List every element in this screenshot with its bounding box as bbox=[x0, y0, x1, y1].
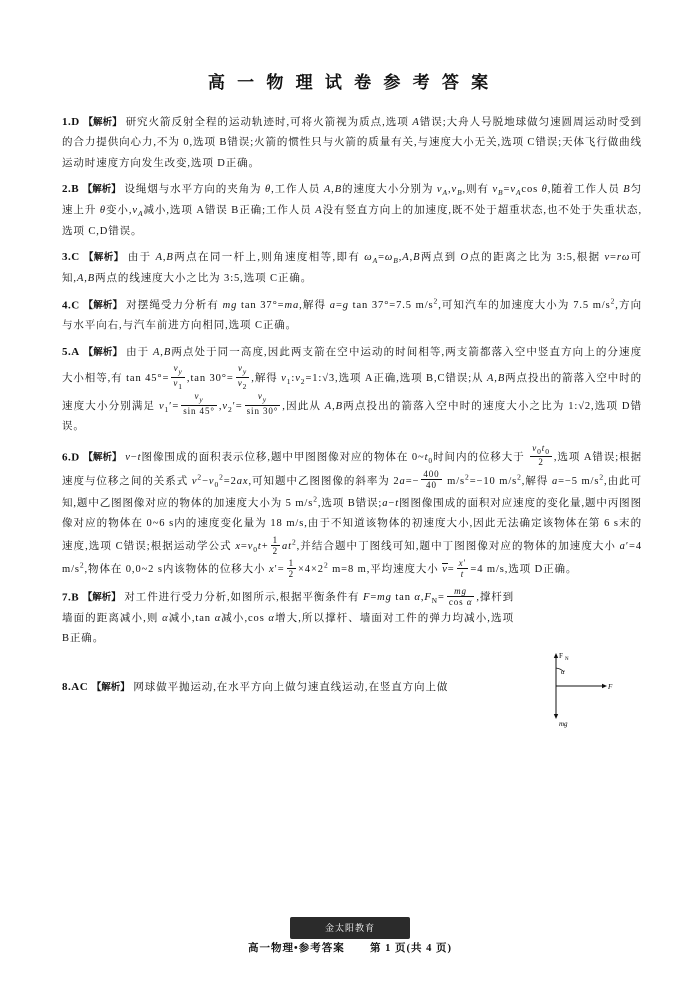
answer-number: 1.D bbox=[62, 116, 80, 128]
page-footer bbox=[0, 940, 700, 955]
analysis-tag: 【解析】 bbox=[83, 301, 123, 311]
answer-number: 7.B bbox=[62, 591, 80, 604]
publisher-logo bbox=[290, 917, 410, 939]
answer-number: 3.C bbox=[62, 251, 80, 264]
answer-number: 2.B bbox=[62, 183, 80, 196]
answer-text: 由于 A,B两点在同一杆上,则角速度相等,即有 $\omega_A=\omega_B,A,B$两点到 O点的距离之比为 3:5,根据 v=rω可知,A,B两点的线速度大小之比为 3:5,选项 C正确。 bbox=[62, 252, 643, 285]
answer-text: v−t图像围成的面积表示位移,题中甲图图像对应的物体在 $0\sim t_0$时间内的位移大于 $\frac{v_0t_0}{2}$ ,选项 A错误;根据速度与位移之间的关系式 $v^2-v_0^2=2ax$,可知题中乙图图像的斜率为 2a=− $\frac{400}{40}$ $m/s^2=-10$ $m/s^2$,解得 a=−5 $m/s^2$,由此可知,题中乙图图像对应的物体的加速度大小为 5 $m/s^2$,选项 B错误;a−t图图像围成的面积对应速度的变化量,题中丙图图像对应的物体在 0~6 s内的速度变化量为 18 m/s,由于不知道该物体的初速度大小,因此无法确定该物体在第 6 s末的速度,选项 C错误;根据运动学公式 $x=v_0t+$ $\frac{1}{2}$ $at^2$,并结合题中丁图线可知,题中丁图图像对应的物体的加速度大小 a′=4 $m/s^2$,物体在 0,0~2 s内该物体的位移大小 x′= $\frac{1}{2}$ $\times 4\times 2^2$ m=8 m,平均速度大小 v= $\frac{x'}{t}$ =4 m/s,选项 D正确。 bbox=[62, 442, 643, 580]
answer-text: 网球做平抛运动,在水平方向上做匀速直线运动,在竖直方向上做 bbox=[133, 681, 449, 693]
answer-number: 8.AC bbox=[62, 680, 89, 693]
analysis-tag: 【解析】 bbox=[83, 253, 124, 264]
answer-text: 对摆绳受力分析有 mg tan 37°=ma,解得 a=g tan 37°=7.5 $m/s^2$,可知汽车的加速度大小为 7.5 $m/s^2$,方向与水平向右,与汽车前进方向相同,选项 C正确。 bbox=[62, 296, 642, 332]
figure-label-mg: mg bbox=[559, 719, 568, 728]
analysis-tag: 【解析】 bbox=[82, 185, 121, 196]
figure-label-fn: F bbox=[559, 651, 563, 660]
answer-item bbox=[62, 179, 642, 242]
analysis-tag: 【解析】 bbox=[82, 593, 121, 604]
answer-text-block bbox=[62, 586, 514, 650]
answers-body bbox=[62, 112, 643, 728]
page-title: 高 一 物 理 试 卷 参 考 答 案 bbox=[207, 73, 493, 92]
analysis-tag: 【解析】 bbox=[83, 453, 122, 464]
figure-label-fn-sub: N bbox=[565, 656, 569, 662]
force-diagram-figure bbox=[526, 650, 626, 728]
answer-text: 设绳烟与水平方向的夹角为 θ,工作人员 A,B的速度大小分别为 $v_A,v_B$,则有 $v_B=v_A\cos$ θ,随着工作人员 B匀速上升 θ变小$,v_A$减小,选项 A错误 B正确;工作人员 A没有竖直方向上的加速度,既不处于超重状态,也不处于失重状态,选项 C,D错误。 bbox=[62, 184, 643, 237]
answer-text: 对工件进行受力分析,如图所示,根据平衡条件有 F=mg $\tan \alpha,F_N=$ $\frac{mg}{\text{cos α}}$ ,撑杆到墙面的距离减小,则 α减小,tan α减小,cos α增大,所以撑杆、墙面对工件的弹力均减小,选项 B正确。 bbox=[62, 585, 515, 645]
answer-item bbox=[62, 247, 642, 289]
footer-page-number: 第 1 页(共 4 页) bbox=[369, 943, 452, 954]
figure-label-alpha: α bbox=[561, 667, 565, 676]
answer-number: 6.D bbox=[62, 451, 80, 464]
answer-item bbox=[62, 443, 642, 581]
answer-text: 研究火箭反射全程的运动轨迹时,可将火箭视为质点,选项 A错误;大舟人号脱地球做匀速圆周运动时受到的合力提供向心力,不为 0,选项 B错误;火箭的惯性只与火箭的质量有关,与速度大小无关,选项 C错误;天体飞行做曲线运动时速度方向发生改变,选项 D正确。 bbox=[62, 117, 643, 169]
answer-item bbox=[62, 112, 642, 174]
analysis-tag: 【解析】 bbox=[83, 347, 123, 358]
answer-item bbox=[62, 342, 642, 438]
answer-text: 由于 A,B两点处于同一高度,因此两支箭在空中运动的时间相等,两支箭都落入空中竖直方向上的分速度大小相等,有 tan 45°= $\frac{v_y}{v_1}$ ,tan 30°= $\frac{v_y}{v_2}$ ,解得 $v_1:v_2=1:√3$,选项 A正确,选项 B,C错误;从 A,B两点投出的箭落入空中时的速度大小分别满足 $v_1'=$ $\frac{v_y}{\sin 45^\circ}$ $,v_2'=$ $\frac{v_y}{\sin 30^\circ}$ ,因此从 A,B两点投出的箭落入空中时的速度大小之比为 1:√2,选项 D错误。 bbox=[62, 346, 643, 433]
answer-number: 4.C bbox=[62, 299, 80, 311]
answer-item bbox=[62, 295, 642, 337]
footer-left-text: 高一物理•参考答案 bbox=[248, 943, 345, 954]
answer-number: 5.A bbox=[62, 345, 80, 358]
publisher-logo-label: 金太阳教育 bbox=[324, 923, 375, 933]
analysis-tag: 【解析】 bbox=[91, 682, 130, 693]
analysis-tag: 【解析】 bbox=[83, 118, 122, 128]
figure-label-f: F bbox=[608, 682, 613, 691]
